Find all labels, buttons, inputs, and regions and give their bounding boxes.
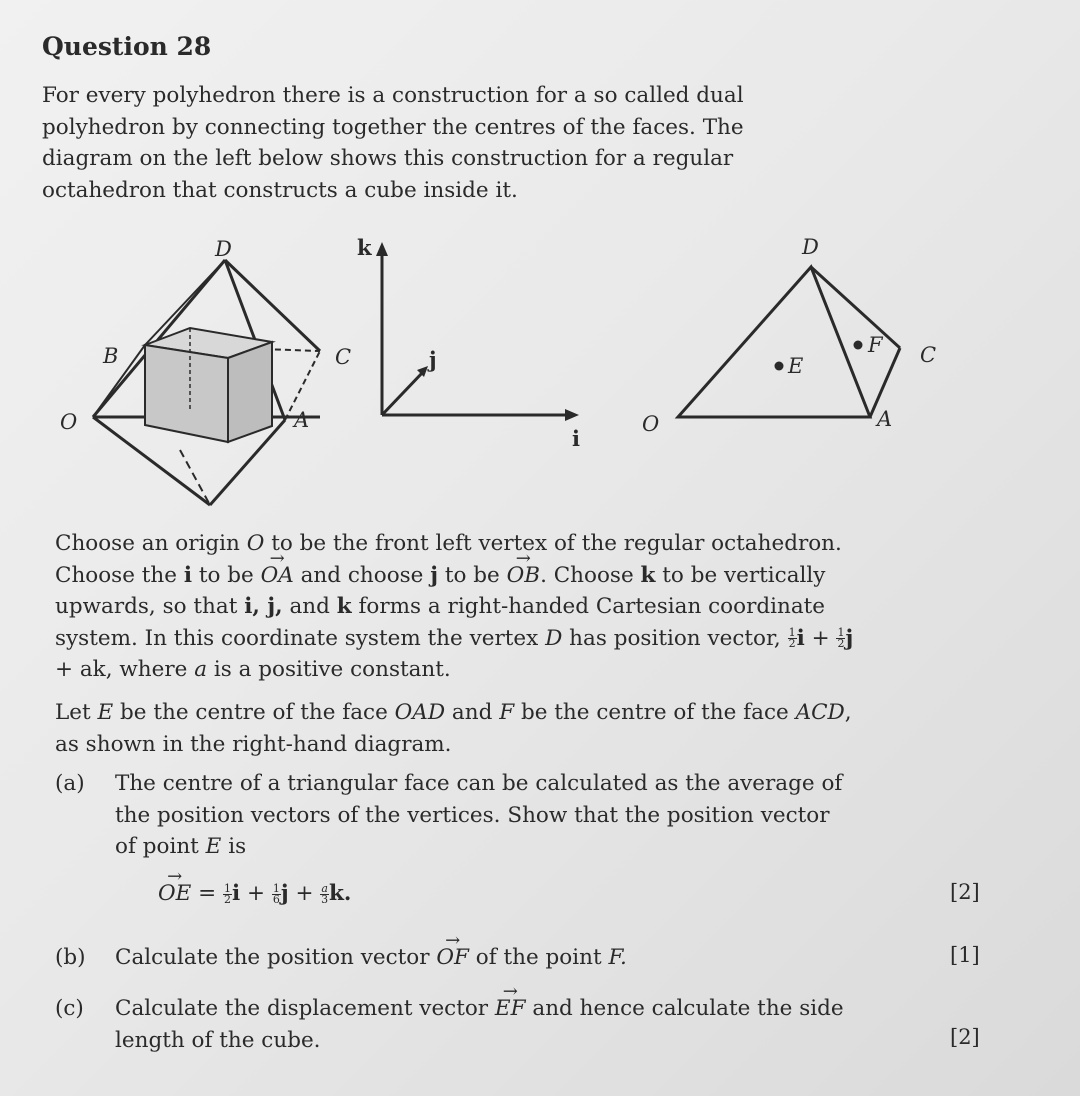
- fraction-half-j: $\frac{1}{2}$: [837, 626, 845, 650]
- vector-EF: → EF: [495, 993, 526, 1025]
- label-C-right: C: [920, 343, 937, 367]
- edge-hidden-bottom: [180, 450, 210, 505]
- edge-DC-right: [811, 267, 900, 348]
- i-label: i: [572, 426, 580, 451]
- face-OAD: [678, 267, 870, 417]
- part-a: [55, 768, 855, 859]
- label-A-right: A: [877, 407, 893, 431]
- face-centres-paragraph: Let E be the centre of the face OAD and F be the centre of the face ACD, as shown in the right-hand diagram.: [55, 700, 852, 757]
- label-O: O: [60, 410, 78, 434]
- part-b-label: (b): [55, 945, 86, 970]
- part-a-label: (a): [55, 771, 85, 796]
- fraction-half-i: $\frac{1}{2}$: [788, 626, 796, 650]
- label-C: C: [335, 345, 352, 369]
- label-F: F: [868, 333, 883, 357]
- label-A: A: [294, 408, 310, 432]
- part-c-label: (c): [55, 996, 84, 1021]
- label-D: D: [215, 237, 232, 261]
- part-a-equation: → OE = $\frac{1}{2}$ i + $\frac{1}{6}$ j + $\frac{a}{3}$ k.: [158, 878, 351, 910]
- k-label: k: [357, 235, 372, 260]
- part-b-marks: [1]: [950, 943, 980, 967]
- part-a-text: The centre of a triangular face can be calculated as the average of the position vectors of the vertices. Show that the position vector of point E is: [115, 771, 843, 859]
- j-axis: [382, 372, 423, 415]
- i-arrowhead: [565, 409, 579, 421]
- question-title: Question 28: [42, 32, 212, 61]
- vector-OB: → OB: [507, 560, 540, 592]
- point-E: [775, 362, 784, 371]
- cube-left-face: [145, 345, 228, 442]
- vector-OF: → OF: [436, 942, 469, 974]
- origin-symbol: O: [246, 531, 265, 556]
- axes-diagram: [345, 230, 595, 460]
- vector-OE: → OE: [158, 878, 191, 910]
- k-arrowhead: [376, 242, 388, 256]
- octahedron-diagram: [50, 230, 360, 515]
- coordinate-paragraph: Choose an origin O to be the front left vertex of the regular octahedron. Choose the i to be → OA and choose j to be → OB. Choose k to be vertically upwards, so that i, j, and k forms a right-handed Cartesian coordinate system. In this coordinate system the vertex D has position vector, $\frac{1}{2}$ i + $\frac{1}{2}$ j + ak, where a is a positive constant.: [55, 528, 855, 686]
- part-c: [55, 993, 855, 1053]
- edge-OB: [93, 345, 145, 417]
- part-b: (b) Calculate the position vector → OF of the point F.: [55, 942, 855, 974]
- label-E: E: [788, 354, 804, 378]
- part-a-marks: [2]: [950, 880, 980, 904]
- part-c-text: Calculate the displacement vector → EF and hence calculate the side length of the cube.: [115, 993, 855, 1056]
- part-c-marks: [2]: [950, 1025, 980, 1049]
- label-O-right: O: [642, 412, 660, 436]
- point-F: [854, 341, 863, 350]
- cube-right-face: [228, 342, 272, 442]
- label-D-right: D: [802, 235, 819, 259]
- faces-diagram: [630, 230, 960, 445]
- vector-OA: → OA: [261, 560, 294, 592]
- label-B: B: [103, 344, 119, 368]
- intro-paragraph: For every polyhedron there is a construction for a so called dual polyhedron by connecting together the centres of the faces. The diagram on the left below shows this construction for a regular octahedron that constructs a cube inside it.: [42, 83, 744, 203]
- j-label: j: [429, 347, 437, 372]
